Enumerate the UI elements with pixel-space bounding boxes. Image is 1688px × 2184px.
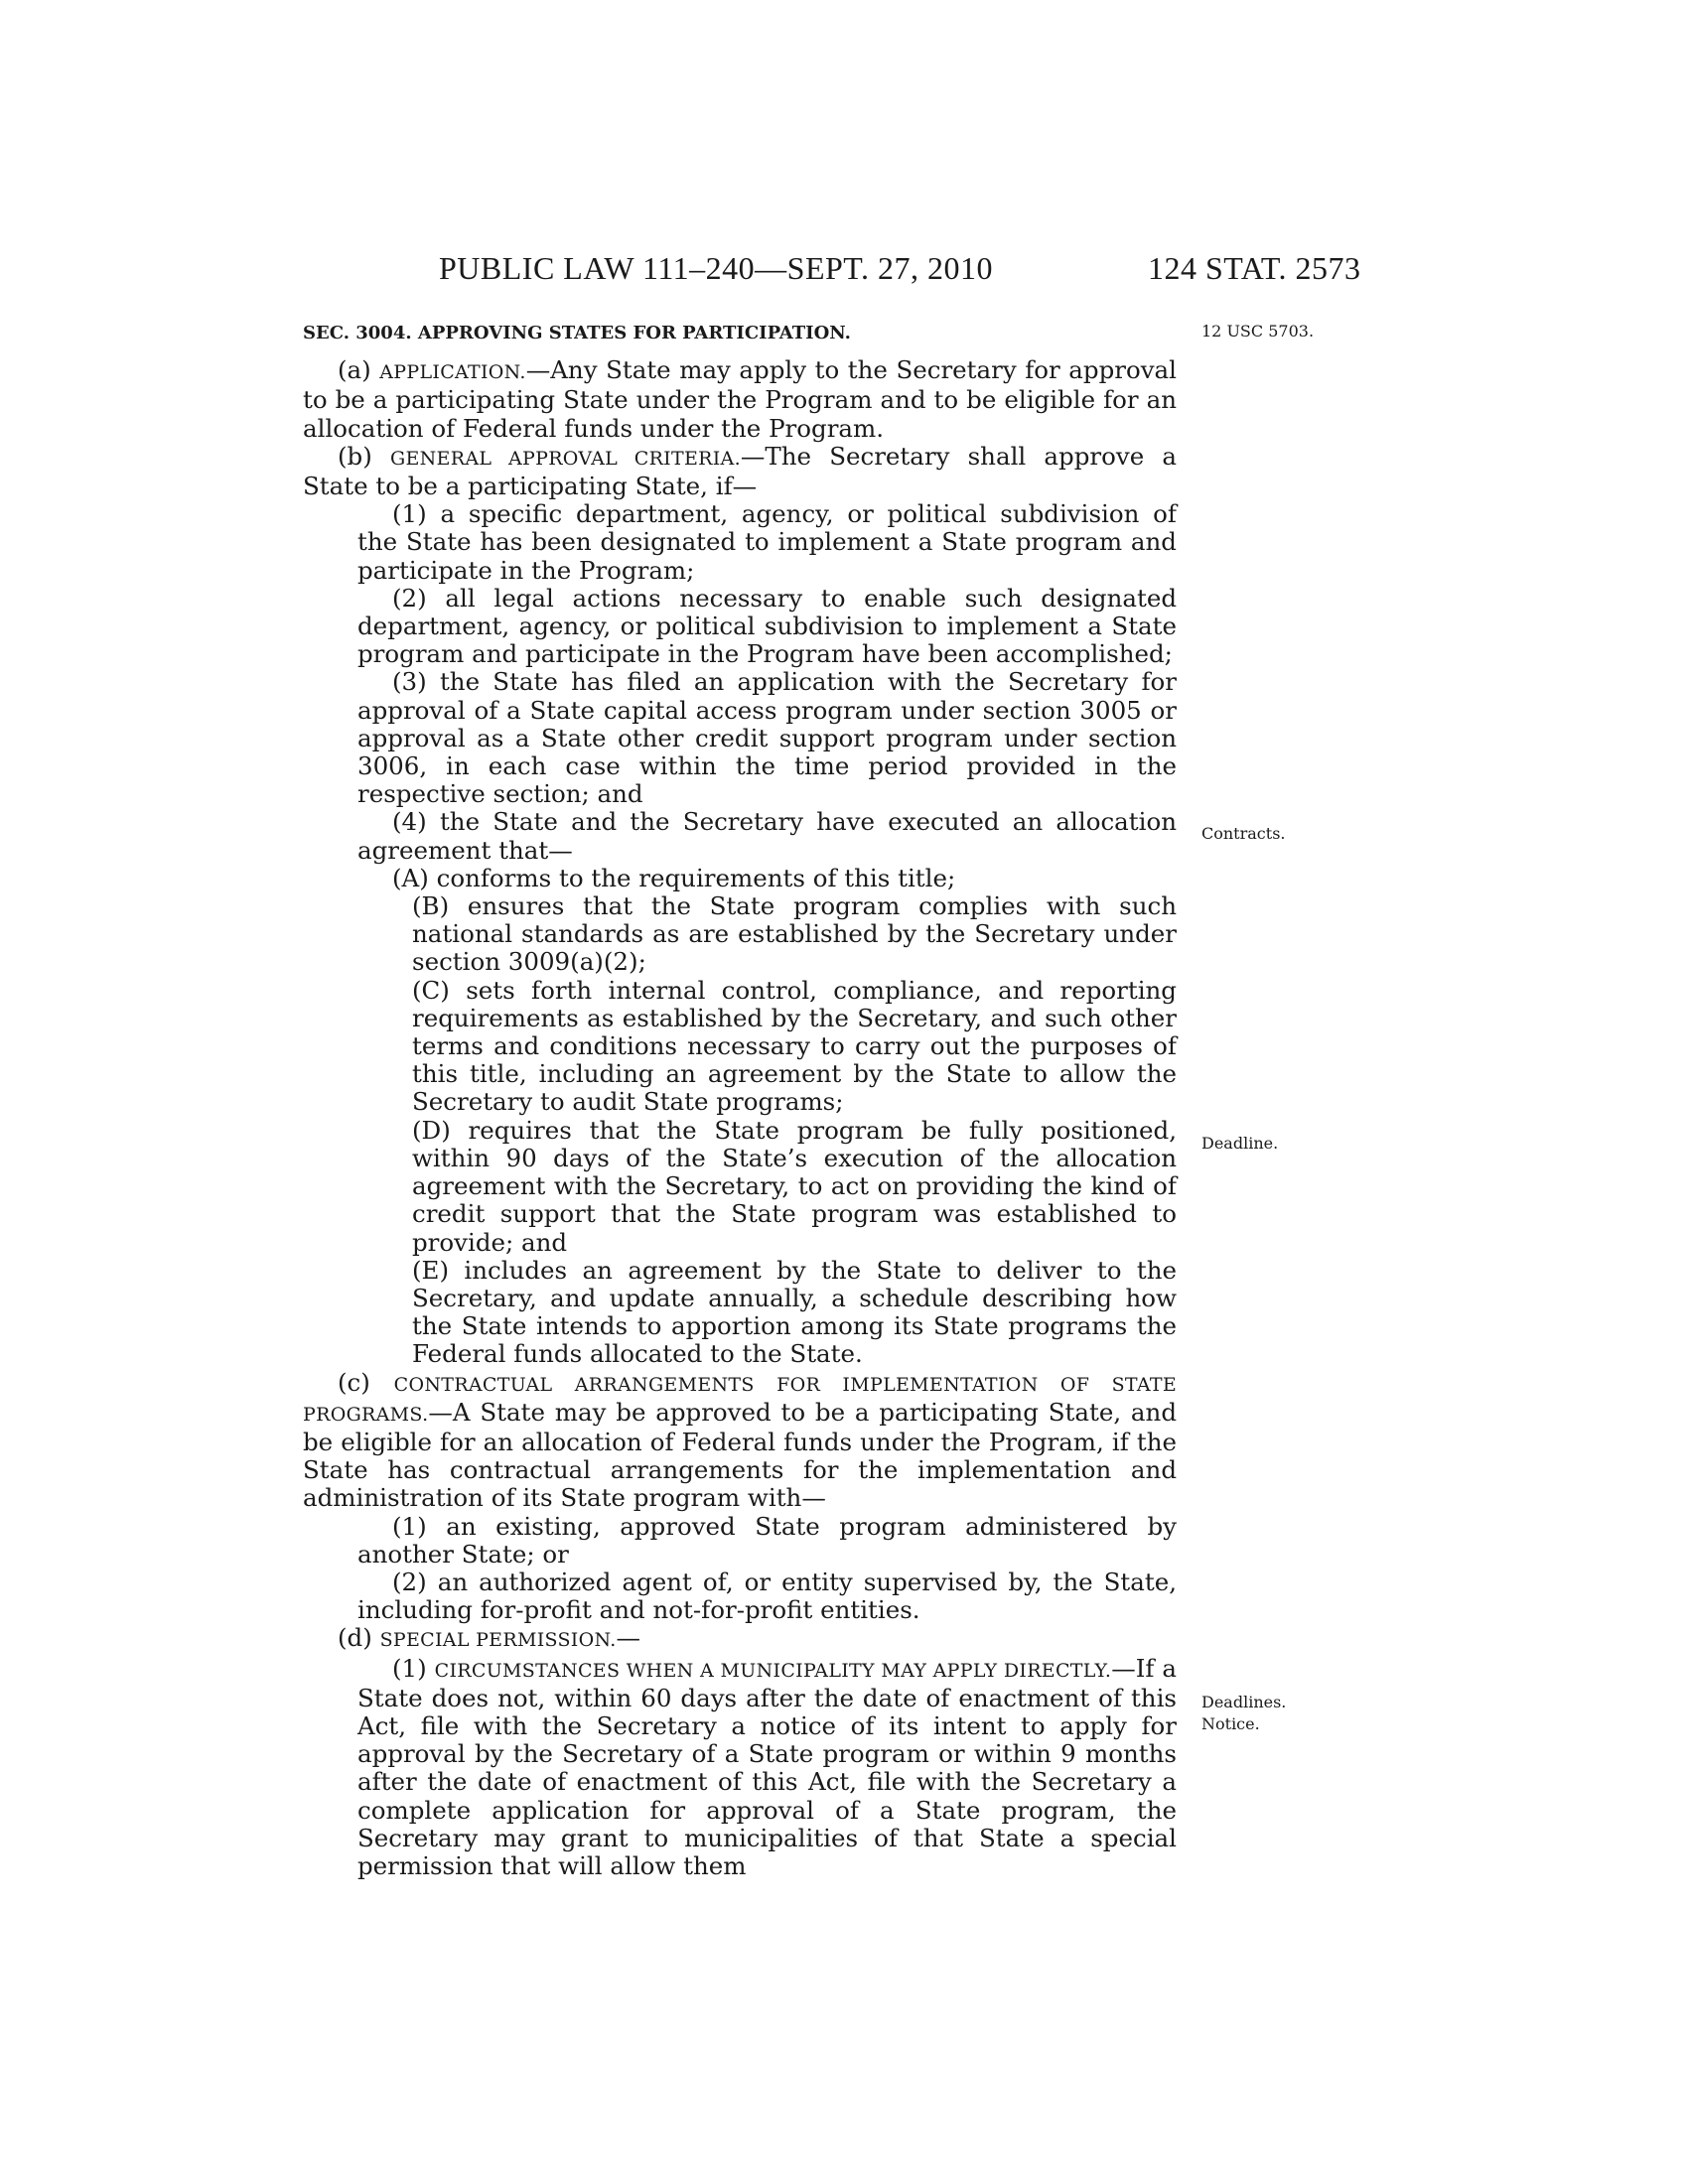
paragraph-b2: (2) all legal actions necessary to enable such designated department, agency, or political subdivision to implement a State program and participate in the Program have been accomplished; (357, 583, 1177, 669)
margin-note-usc: 12 USC 5703. (1201, 322, 1315, 341)
margin-note-contracts: Contracts. (1201, 824, 1286, 843)
paragraph-b1: (1) a specific department, agency, or political subdivision of the State has been designated to implement a State program and participate in the Program; (357, 499, 1177, 585)
paragraph-d1: (1) CIRCUMSTANCES WHEN A MUNICIPALITY MAY APPLY DIRECTLY.—If a State does not, within 60 days after the date of enactment of this Act, file with the Secretary a notice of its intent to apply for approval by the Secretary of a State program or within 9 months after the date of enactment of this Act, file with the Secretary a complete application for approval of a State program, the Secretary may grant to municipalities of that State a special permission that will allow them (357, 1653, 1177, 1880)
paragraph-d1-caption: CIRCUMSTANCES WHEN A MUNICIPALITY MAY APPLY DIRECTLY. (434, 1659, 1112, 1682)
paragraph-c2: (2) an authorized agent of, or entity supervised by, the State, including for-profit and not-for-profit entities. (357, 1567, 1177, 1625)
paragraph-c1: (1) an existing, approved State program administered by another State; or (357, 1511, 1177, 1569)
subsection-b-caption: GENERAL APPROVAL CRITERIA. (389, 447, 741, 470)
paragraph-b4: (4) the State and the Secretary have executed an allocation agreement that— (357, 807, 1177, 865)
subsection-c: (c) CONTRACTUAL ARRANGEMENTS FOR IMPLEMENTATION OF STATE PROGRAMS.—A State may be approved to be a participating State, and be eligible for an allocation of Federal funds under the Program, if the State has contractual arrangements for the implementation and administration of its State program with— (303, 1367, 1177, 1513)
document-body (303, 320, 1177, 1880)
subsection-a-caption: APPLICATION. (379, 361, 526, 384)
margin-note-notice: Notice. (1201, 1714, 1260, 1733)
subparagraph-A: (A) conforms to the requirements of this title; (392, 863, 956, 892)
subparagraph-E: (E) includes an agreement by the State to deliver to the Secretary, and update annually, a schedule describing how the State intends to apportion among its State programs the Federal funds allocated to the State. (412, 1255, 1177, 1369)
margin-note-deadline: Deadline. (1201, 1134, 1279, 1153)
subparagraph-B: (B) ensures that the State program complies with such national standards as are established by the Secretary under section 3009(a)(2); (412, 891, 1177, 977)
paragraph-b3: (3) the State has filed an application with the Secretary for approval of a State capital access program under section 3005 or approval as a State other credit support program under section 3006, in each case within the time period provided in the respective section; and (357, 667, 1177, 809)
subsection-a: (a) APPLICATION.—Any State may apply to the Secretary for approval to be a participating State under the Program and to be eligible for an allocation of Federal funds under the Program. (303, 355, 1178, 443)
subsection-c-caption: CONTRACTUAL ARRANGEMENTS FOR IMPLEMENTATION OF STATE PROGRAMS. (303, 1373, 1177, 1426)
subparagraph-D: (D) requires that the State program be fully positioned, within 90 days of the State’s execution of the allocation agreement with the Secretary, to act on providing the kind of credit support that the State program was established to provide; and (412, 1115, 1177, 1257)
running-header-page: 124 STAT. 2573 (1148, 250, 1361, 286)
margin-note-deadlines: Deadlines. (1201, 1693, 1287, 1711)
subsection-d: (d) SPECIAL PERMISSION.— (338, 1623, 641, 1653)
section-heading: SEC. 3004. APPROVING STATES FOR PARTICIPATION. (303, 323, 851, 343)
subsection-d-caption: SPECIAL PERMISSION. (379, 1629, 617, 1652)
subsection-b: (b) GENERAL APPROVAL CRITERIA.—The Secretary shall approve a State to be a participating State, if— (303, 441, 1177, 501)
subparagraph-C: (C) sets forth internal control, compliance, and reporting requirements as established by the Secretary, and such other terms and conditions necessary to carry out the purposes of this title, including an agreement by the State to allow the Secretary to audit State programs; (412, 975, 1177, 1117)
running-header-title: PUBLIC LAW 111–240—SEPT. 27, 2010 (439, 250, 993, 286)
